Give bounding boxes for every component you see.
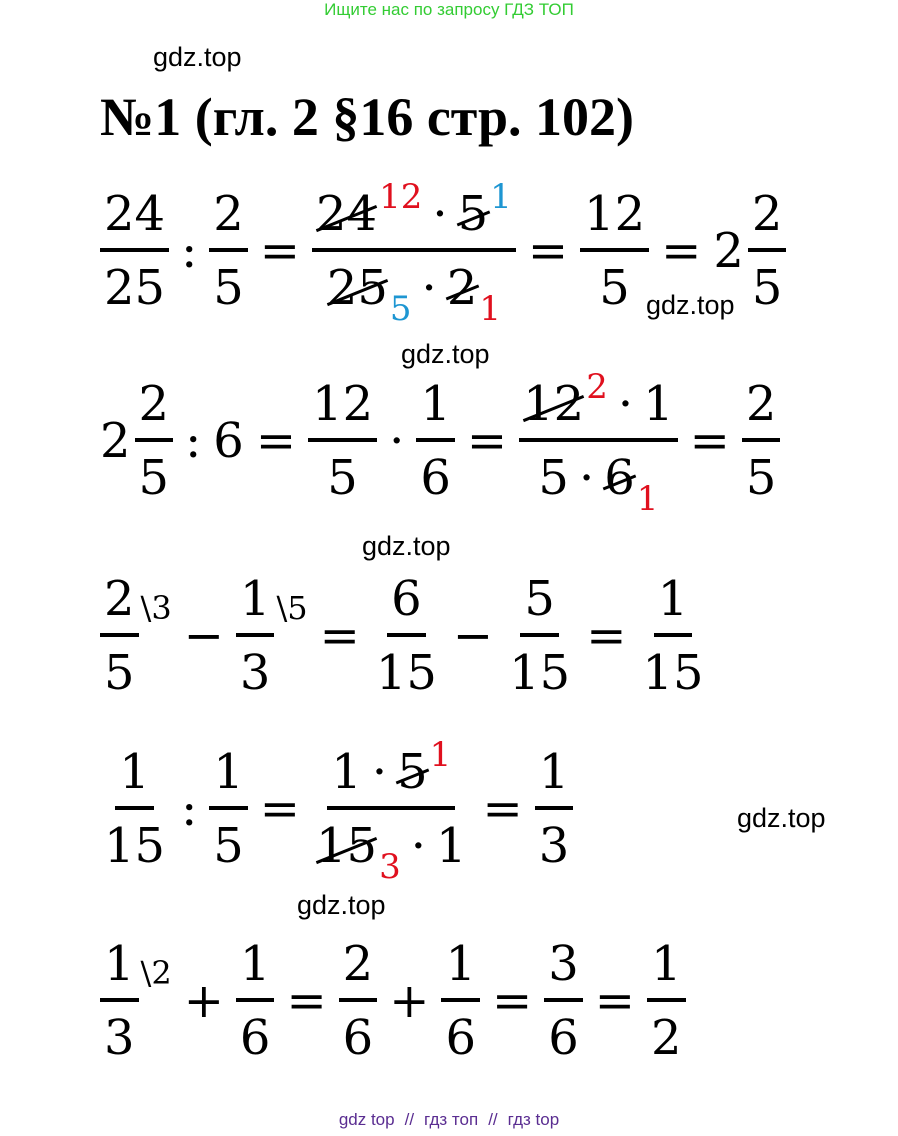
footer-separator: // [404, 1110, 415, 1129]
divide-sign: : [185, 413, 202, 469]
watermark: gdz.top [737, 803, 826, 833]
fraction: $\frac{12}{5}$ [308, 380, 377, 502]
equation-3 [100, 571, 707, 701]
fraction: $\frac{1}{3}$ [535, 748, 574, 870]
fraction: $\frac{2}{6}$ [339, 940, 378, 1062]
divide-sign: : [181, 223, 198, 279]
equation-2 [100, 367, 780, 519]
equals-sign: = [255, 413, 297, 469]
plus-sign: + [183, 973, 224, 1029]
fraction-product: $\frac{1 \cdot 5^1}{15_3 \cdot 1}$ [316, 735, 467, 887]
watermark: gdz.top [153, 42, 242, 72]
fraction: $\frac{2}{5}$ [100, 575, 139, 697]
equals-sign: = [259, 781, 301, 837]
fraction: $\frac{1}{2}$ [647, 940, 686, 1062]
equals-sign: = [491, 973, 533, 1029]
fraction-product: $\frac{24^{12} \cdot 5^1}{25_5 \cdot 2_1}$ [312, 190, 516, 312]
factor-mark: \3 [140, 589, 172, 627]
equals-sign: = [586, 608, 627, 664]
fraction-product: $\frac{12^2 \cdot 1}{5 \cdot 6_1}$ [519, 380, 678, 502]
fraction: $\frac{2}{5}$ [742, 380, 781, 502]
search-hint: Ищите нас по запросу ГДЗ ТОП [324, 0, 574, 19]
number: 6 [213, 413, 244, 469]
fraction: $\frac{12}{5}$ [580, 190, 649, 312]
equation-4 [100, 735, 573, 887]
minus-sign: − [183, 608, 224, 664]
fraction: $\frac{3}{6}$ [544, 940, 583, 1062]
page-title: №1 (гл. 2 §16 стр. 102) [100, 87, 634, 147]
mixed-whole: 2 [713, 223, 744, 279]
watermark: gdz.top [297, 890, 386, 920]
watermark: gdz.top [646, 290, 735, 320]
watermark: gdz.top [362, 531, 451, 561]
equals-sign: = [689, 413, 730, 469]
fraction: $\frac{6}{15}$ [375, 571, 437, 701]
fraction: $\frac{1}{3}$ [100, 940, 139, 1062]
equals-sign: = [594, 973, 635, 1029]
footer [0, 1110, 898, 1130]
fraction: $\frac{2}{5}$ [209, 190, 248, 312]
equals-sign: = [286, 973, 327, 1029]
equals-sign: = [661, 223, 702, 279]
plus-sign: + [389, 973, 430, 1029]
fraction: $\frac{1}{15}$ [104, 744, 166, 874]
minus-sign: − [452, 608, 494, 664]
equals-sign: = [466, 413, 508, 469]
fraction: $\frac{1}{6}$ [236, 940, 275, 1062]
fraction: $\frac{1}{6}$ [441, 940, 480, 1062]
divide-sign: : [181, 781, 198, 837]
fraction: $\frac{1}{3}$ [236, 575, 275, 697]
equals-sign: = [259, 223, 301, 279]
multiply-sign: · [389, 413, 405, 469]
equals-sign: = [527, 223, 569, 279]
fraction: $\frac{1}{15}$ [642, 571, 704, 701]
fraction: $\frac{2}{5}$ [135, 380, 174, 502]
mixed-whole: 2 [100, 413, 131, 469]
factor-mark: \5 [276, 589, 308, 627]
equals-sign: = [319, 608, 360, 664]
footer-separator: // [488, 1110, 498, 1129]
footer-link[interactable]: gdz top [338, 1110, 395, 1129]
fraction: $\frac{5}{15}$ [509, 571, 571, 701]
fraction: $\frac{1}{5}$ [209, 748, 248, 870]
footer-link[interactable]: гдз top [507, 1110, 560, 1129]
fraction: $\frac{1}{6}$ [416, 380, 455, 502]
equation-5 [100, 936, 686, 1066]
fraction: $\frac{24}{25}$ [100, 190, 169, 312]
factor-mark: \2 [140, 954, 172, 992]
equals-sign: = [482, 781, 523, 837]
watermark: gdz.top [401, 339, 490, 369]
footer-link[interactable]: гдз топ [424, 1110, 479, 1129]
fraction: $\frac{2}{5}$ [748, 190, 787, 312]
